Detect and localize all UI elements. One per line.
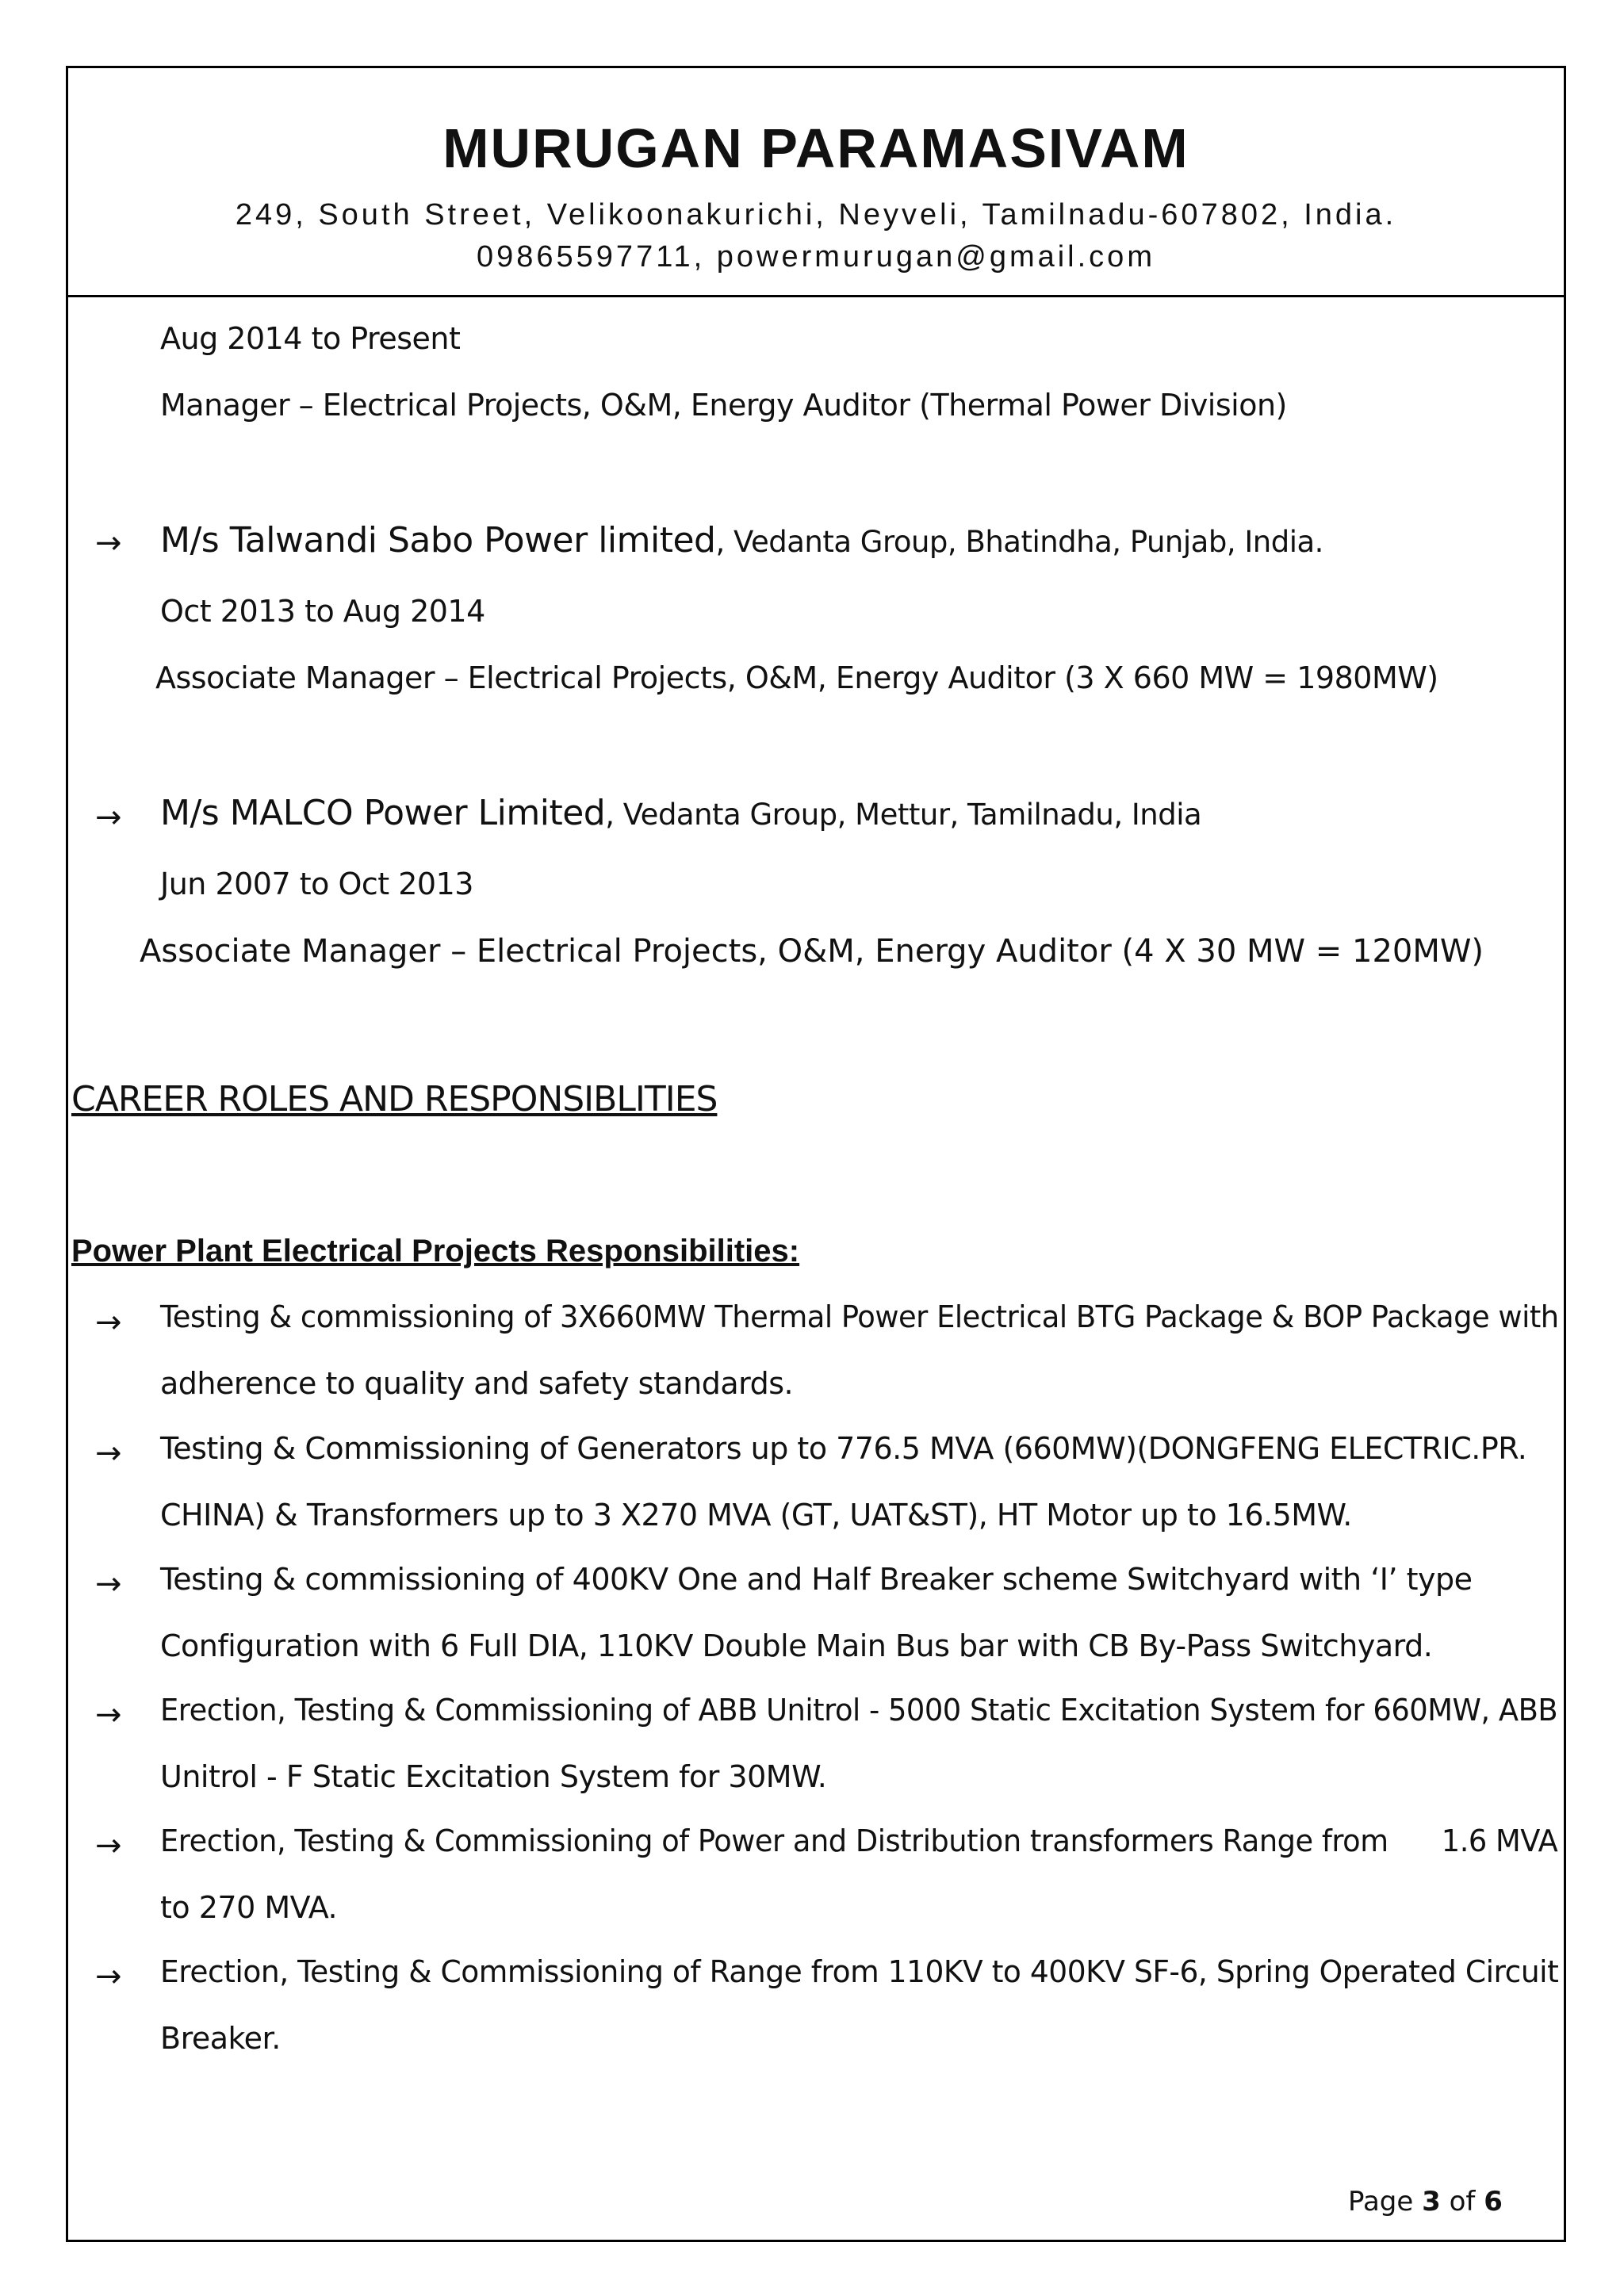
job-2-role: Associate Manager – Electrical Projects, O&M, Energy Auditor (4 X 30 MW = 120MW) bbox=[140, 933, 1484, 970]
bullet-arrow-icon: → bbox=[95, 799, 122, 836]
candidate-address: 249, South Street, Velikoonakurichi, Neyveli, Tamilnadu-607802, India. bbox=[235, 198, 1397, 232]
job-1-details: , Vedanta Group, Bhatindha, Punjab, India. bbox=[715, 525, 1323, 559]
bullet-arrow-icon: → bbox=[95, 1435, 122, 1471]
responsibility-2-line-2: CHINA) & Transformers up to 3 X270 MVA (GT, UAT&ST), HT Motor up to 16.5MW. bbox=[160, 1498, 1352, 1533]
section-title: CAREER ROLES AND RESPONSIBLITIES bbox=[71, 1079, 718, 1119]
job-2-details: , Vedanta Group, Mettur, Tamilnadu, India bbox=[605, 798, 1202, 832]
bullet-arrow-icon: → bbox=[95, 1958, 122, 1995]
responsibility-3-line-2: Configuration with 6 Full DIA, 110KV Double Main Bus bar with CB By-Pass Switchyard. bbox=[160, 1628, 1433, 1663]
responsibility-4-line-2: Unitrol - F Static Excitation System for 30MW. bbox=[160, 1759, 827, 1794]
responsibility-2-line-1: Testing & Commissioning of Generators up to 776.5 MVA (660MW)(DONGFENG ELECTRIC.PR. bbox=[160, 1431, 1527, 1466]
header-divider bbox=[66, 295, 1566, 297]
job-2-header bbox=[160, 793, 1202, 833]
page-number bbox=[1348, 2186, 1503, 2218]
bullet-arrow-icon: → bbox=[95, 1827, 122, 1864]
job-1-period: Oct 2013 to Aug 2014 bbox=[160, 594, 485, 629]
responsibility-5-line-1: Erection, Testing & Commissioning of Power and Distribution transformers Range from 1.6 MVA bbox=[160, 1823, 1558, 1858]
bullet-arrow-icon: → bbox=[95, 1566, 122, 1602]
job-2-period: Jun 2007 to Oct 2013 bbox=[160, 867, 473, 901]
job-1-company: M/s Talwandi Sabo Power limited bbox=[160, 520, 716, 561]
page-current: 3 bbox=[1422, 2186, 1441, 2218]
page-total: 6 bbox=[1484, 2186, 1503, 2218]
responsibility-6-line-2: Breaker. bbox=[160, 2021, 281, 2056]
page-label: Page bbox=[1348, 2186, 1423, 2218]
subsection-title: Power Plant Electrical Projects Responsibilities: bbox=[71, 1234, 800, 1269]
responsibility-6-line-1: Erection, Testing & Commissioning of Range from 110KV to 400KV SF-6, Spring Operated Circuit bbox=[160, 1954, 1559, 1989]
responsibility-1-line-1: Testing & commissioning of 3X660MW Thermal Power Electrical BTG Package & BOP Package with bbox=[160, 1299, 1559, 1334]
responsibility-1-line-2: adherence to quality and safety standards. bbox=[160, 1366, 794, 1401]
bullet-arrow-icon: → bbox=[95, 1304, 122, 1341]
responsibility-4-line-1: Erection, Testing & Commissioning of ABB Unitrol - 5000 Static Excitation System for 660MW, ABB bbox=[160, 1693, 1558, 1728]
responsibility-5-line-2: to 270 MVA. bbox=[160, 1890, 338, 1925]
bullet-arrow-icon: → bbox=[95, 525, 122, 561]
responsibility-3-line-1: Testing & commissioning of 400KV One and Half Breaker scheme Switchyard with ‘I’ type bbox=[160, 1562, 1473, 1597]
candidate-name: MURUGAN PARAMASIVAM bbox=[442, 117, 1189, 179]
candidate-contact: 09865597711, powermurugan@gmail.com bbox=[477, 240, 1155, 274]
page-of: of bbox=[1440, 2186, 1484, 2218]
job-1-role: Associate Manager – Electrical Projects, O&M, Energy Auditor (3 X 660 MW = 1980MW) bbox=[155, 660, 1438, 695]
job-2-company: M/s MALCO Power Limited bbox=[160, 793, 606, 833]
bullet-arrow-icon: → bbox=[95, 1697, 122, 1733]
current-period: Aug 2014 to Present bbox=[160, 321, 461, 356]
job-1-header bbox=[160, 520, 1323, 561]
current-role: Manager – Electrical Projects, O&M, Energy Auditor (Thermal Power Division) bbox=[160, 388, 1287, 423]
